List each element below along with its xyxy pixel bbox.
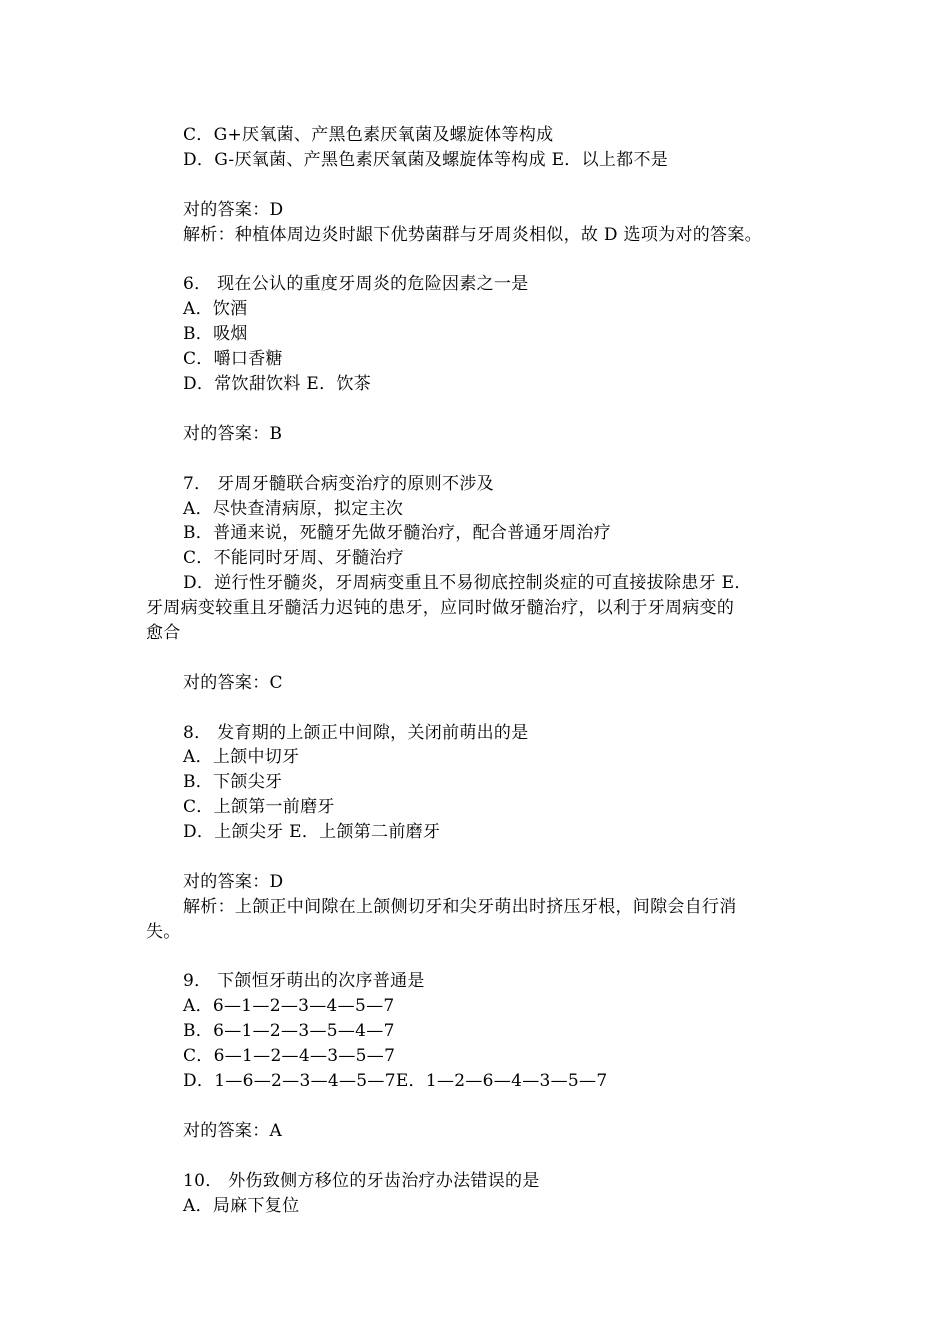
answer: 对的答案：A <box>183 1121 283 1141</box>
question-9: 9． 下颌恒牙萌出的次序普通是 <box>183 971 425 991</box>
option-a: A．6—1—2—3—4—5—7 <box>183 996 395 1016</box>
answer: 对的答案：D <box>183 872 284 892</box>
explanation: 解析：种植体周边炎时龈下优势菌群与牙周炎相似，故 D 选项为对的答案。 <box>183 225 762 245</box>
explanation-continued: 失。 <box>146 922 181 942</box>
option-c: C．6—1—2—4—3—5—7 <box>183 1046 396 1066</box>
option-a: A．饮酒 <box>183 299 248 319</box>
option-c: C．不能同时牙周、牙髓治疗 <box>183 548 404 568</box>
option-b: B．下颌尖牙 <box>183 772 283 792</box>
option-b: B．普通来说，死髓牙先做牙髓治疗，配合普通牙周治疗 <box>183 523 611 543</box>
option-c: C．嚼口香糖 <box>183 349 283 369</box>
option-b: B．吸烟 <box>183 324 248 344</box>
option-d-e: D．1—6—2—3—4—5—7E．1—2—6—4—3—5—7 <box>183 1071 608 1091</box>
option-c: C．上颌第一前磨牙 <box>183 797 335 817</box>
answer: 对的答案：C <box>183 673 283 693</box>
option-d-e: D．常饮甜饮料 E．饮茶 <box>183 374 372 394</box>
option-a: A．上颌中切牙 <box>183 747 300 767</box>
option-a: A．局麻下复位 <box>183 1196 300 1216</box>
answer: 对的答案：B <box>183 424 283 444</box>
option-a: A．尽快查清病原，拟定主次 <box>183 499 404 519</box>
question-6: 6． 现在公认的重度牙周炎的危险因素之一是 <box>183 274 529 294</box>
answer: 对的答案：D <box>183 200 284 220</box>
option-c: C．G+厌氧菌、产黑色素厌氧菌及螺旋体等构成 <box>183 125 554 145</box>
option-e-continued: 牙周病变较重且牙髓活力迟钝的患牙，应同时做牙髓治疗，以利于牙周病变的 <box>146 598 735 618</box>
explanation: 解析：上颌正中间隙在上颌侧切牙和尖牙萌出时挤压牙根，间隙会自行消 <box>183 897 737 917</box>
question-10: 10． 外伤致侧方移位的牙齿治疗办法错误的是 <box>183 1171 540 1191</box>
option-d-e: D．G-厌氧菌、产黑色素厌氧菌及螺旋体等构成 E．以上都不是 <box>183 150 669 170</box>
option-e-continued: 愈合 <box>146 623 181 643</box>
question-8: 8． 发育期的上颌正中间隙，关闭前萌出的是 <box>183 723 529 743</box>
question-7: 7． 牙周牙髓联合病变治疗的原则不涉及 <box>183 474 494 494</box>
option-b: B．6—1—2—3—5—4—7 <box>183 1021 395 1041</box>
option-d-e: D．逆行性牙髓炎，牙周病变重且不易彻底控制炎症的可直接拔除患牙 E． <box>183 573 752 593</box>
option-d-e: D．上颌尖牙 E．上颌第二前磨牙 <box>183 822 441 842</box>
